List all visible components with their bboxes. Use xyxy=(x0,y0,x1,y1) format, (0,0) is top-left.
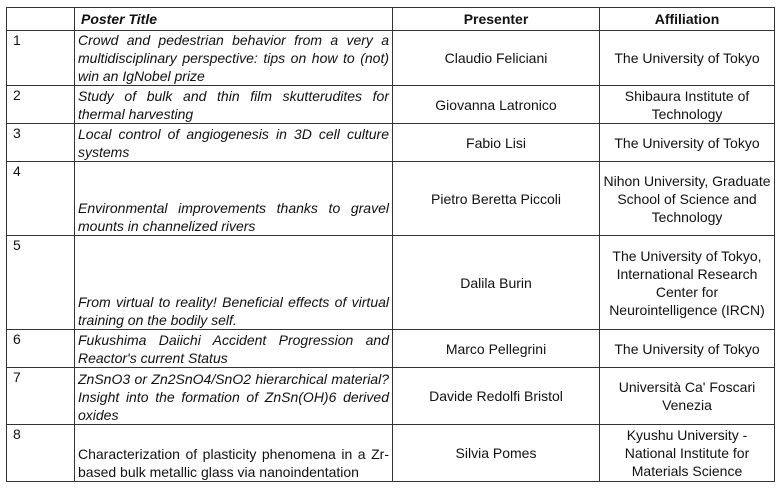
presenter-name: Giovanna Latronico xyxy=(393,86,600,124)
affiliation: Nihon University, Graduate School of Science and Technology xyxy=(600,162,775,236)
row-number: 8 xyxy=(7,425,75,482)
poster-title: ZnSnO3 or Zn2SnO4/SnO2 hierarchical material? Insight into the formation of ZnSn(OH)6 derived oxides xyxy=(75,368,393,425)
poster-title: From virtual to reality! Beneficial effects of virtual training on the bodily self. xyxy=(75,236,393,330)
table-row xyxy=(7,425,775,482)
affiliation: The University of Tokyo xyxy=(600,124,775,162)
header-poster-title: Poster Title xyxy=(75,8,393,31)
presenter-name: Silvia Pomes xyxy=(393,425,600,482)
table-row xyxy=(7,124,775,162)
poster-table xyxy=(6,7,775,482)
header-row xyxy=(7,8,775,31)
table-row xyxy=(7,86,775,124)
poster-title: Environmental improvements thanks to gravel mounts in channelized rivers xyxy=(75,162,393,236)
presenter-name: Dalila Burin xyxy=(393,236,600,330)
row-number: 2 xyxy=(7,86,75,124)
poster-title: Study of bulk and thin film skutterudites for thermal harvesting xyxy=(75,86,393,124)
presenter-name: Marco Pellegrini xyxy=(393,330,600,368)
row-number: 3 xyxy=(7,124,75,162)
poster-title: Characterization of plasticity phenomena in a Zr-based bulk metallic glass via nanoindentation xyxy=(75,425,393,482)
affiliation: The University of Tokyo xyxy=(600,330,775,368)
poster-title: Crowd and pedestrian behavior from a very a multidisciplinary perspective: tips on how to (not) win an IgNobel prize xyxy=(75,31,393,86)
table-row xyxy=(7,31,775,86)
table-row xyxy=(7,162,775,236)
table-row xyxy=(7,330,775,368)
row-number: 5 xyxy=(7,236,75,330)
header-presenter: Presenter xyxy=(393,8,600,31)
row-number: 1 xyxy=(7,31,75,86)
presenter-name: Davide Redolfi Bristol xyxy=(393,368,600,425)
row-number: 6 xyxy=(7,330,75,368)
poster-title: Local control of angiogenesis in 3D cell culture systems xyxy=(75,124,393,162)
affiliation: Università Ca' Foscari Venezia xyxy=(600,368,775,425)
table-row xyxy=(7,236,775,330)
row-number: 7 xyxy=(7,368,75,425)
presenter-name: Claudio Feliciani xyxy=(393,31,600,86)
row-number: 4 xyxy=(7,162,75,236)
header-number xyxy=(7,8,75,31)
poster-title: Fukushima Daiichi Accident Progression and Reactor's current Status xyxy=(75,330,393,368)
affiliation: The University of Tokyo, International Research Center for Neurointelligence (IRCN) xyxy=(600,236,775,330)
affiliation: The University of Tokyo xyxy=(600,31,775,86)
affiliation: Shibaura Institute of Technology xyxy=(600,86,775,124)
presenter-name: Pietro Beretta Piccoli xyxy=(393,162,600,236)
header-affiliation: Affiliation xyxy=(600,8,775,31)
table-row xyxy=(7,368,775,425)
affiliation: Kyushu University - National Institute for Materials Science xyxy=(600,425,775,482)
presenter-name: Fabio Lisi xyxy=(393,124,600,162)
